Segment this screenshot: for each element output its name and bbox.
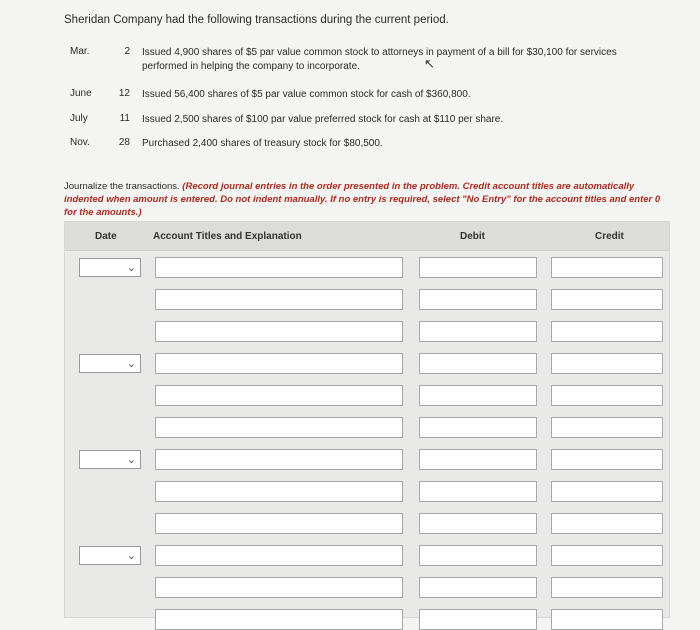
debit-input[interactable] — [419, 609, 537, 630]
credit-input[interactable] — [551, 321, 663, 342]
mouse-cursor-icon: ↖ — [424, 56, 435, 71]
account-title-input[interactable] — [155, 545, 403, 566]
chevron-down-icon: ⌄ — [126, 550, 136, 562]
transaction-day: 28 — [118, 137, 130, 148]
chevron-down-icon: ⌄ — [126, 262, 136, 274]
debit-input[interactable] — [419, 449, 537, 470]
credit-input[interactable] — [551, 609, 663, 630]
instructions-note: (Record journal entries in the order presented in the problem. Credit account titles are automatically indented when amount is entered. Do not indent manually. If no entry is required, select "No Entry" for the account titles and enter 0 for the amounts.) — [64, 181, 661, 218]
date-select[interactable] — [79, 450, 141, 469]
journal-entry-table — [64, 221, 670, 618]
debit-input[interactable] — [419, 577, 537, 598]
account-title-input[interactable] — [155, 577, 403, 598]
transaction-text: Issued 4,900 shares of $5 par value common stock to attorneys in payment of a bill for $30,100 for services performed in helping the company to incorporate. — [142, 47, 617, 72]
header-debit: Debit — [460, 231, 485, 242]
account-title-input[interactable] — [155, 481, 403, 502]
transaction-text: Issued 56,400 shares of $5 par value common stock for cash of $360,800. — [142, 89, 471, 100]
debit-input[interactable] — [419, 353, 537, 374]
credit-input[interactable] — [551, 545, 663, 566]
transaction-month: Mar. — [70, 46, 90, 57]
transaction-day: 2 — [124, 46, 130, 57]
header-credit: Credit — [595, 231, 624, 242]
transaction-month: Nov. — [70, 137, 90, 148]
debit-input[interactable] — [419, 289, 537, 310]
date-select[interactable] — [79, 354, 141, 373]
account-title-input[interactable] — [155, 513, 403, 534]
account-title-input[interactable] — [155, 257, 403, 278]
transaction-day: 11 — [119, 113, 130, 124]
transaction-text: Issued 2,500 shares of $100 par value preferred stock for cash at $110 per share. — [142, 114, 504, 125]
transaction-month: June — [70, 88, 92, 99]
account-title-input[interactable] — [155, 449, 403, 470]
account-title-input[interactable] — [155, 385, 403, 406]
date-select[interactable] — [79, 258, 141, 277]
debit-input[interactable] — [419, 545, 537, 566]
credit-input[interactable] — [551, 481, 663, 502]
table-header — [65, 222, 669, 251]
header-date: Date — [95, 231, 117, 242]
transaction-nov-28 — [70, 137, 670, 153]
date-select[interactable] — [79, 546, 141, 565]
account-title-input[interactable] — [155, 417, 403, 438]
credit-input[interactable] — [551, 577, 663, 598]
credit-input[interactable] — [551, 289, 663, 310]
account-title-input[interactable] — [155, 353, 403, 374]
problem-intro: Sheridan Company had the following transactions during the current period. — [64, 14, 449, 26]
credit-input[interactable] — [551, 417, 663, 438]
debit-input[interactable] — [419, 321, 537, 342]
chevron-down-icon: ⌄ — [126, 358, 136, 370]
transaction-month: July — [70, 113, 88, 124]
debit-input[interactable] — [419, 385, 537, 406]
transaction-day: 12 — [118, 88, 130, 99]
instructions-plain: Journalize the transactions. — [64, 181, 183, 192]
credit-input[interactable] — [551, 513, 663, 534]
transaction-text: Purchased 2,400 shares of treasury stock for $80,500. — [142, 138, 383, 149]
debit-input[interactable] — [419, 417, 537, 438]
credit-input[interactable] — [551, 353, 663, 374]
credit-input[interactable] — [551, 449, 663, 470]
header-account: Account Titles and Explanation — [153, 231, 302, 242]
account-title-input[interactable] — [155, 289, 403, 310]
instructions — [64, 180, 664, 219]
transaction-june-12 — [70, 88, 670, 104]
account-title-input[interactable] — [155, 609, 403, 630]
transaction-mar-2 — [70, 46, 670, 76]
credit-input[interactable] — [551, 385, 663, 406]
credit-input[interactable] — [551, 257, 663, 278]
debit-input[interactable] — [419, 481, 537, 502]
account-title-input[interactable] — [155, 321, 403, 342]
debit-input[interactable] — [419, 257, 537, 278]
chevron-down-icon: ⌄ — [126, 454, 136, 466]
transaction-july-11 — [70, 113, 670, 129]
debit-input[interactable] — [419, 513, 537, 534]
